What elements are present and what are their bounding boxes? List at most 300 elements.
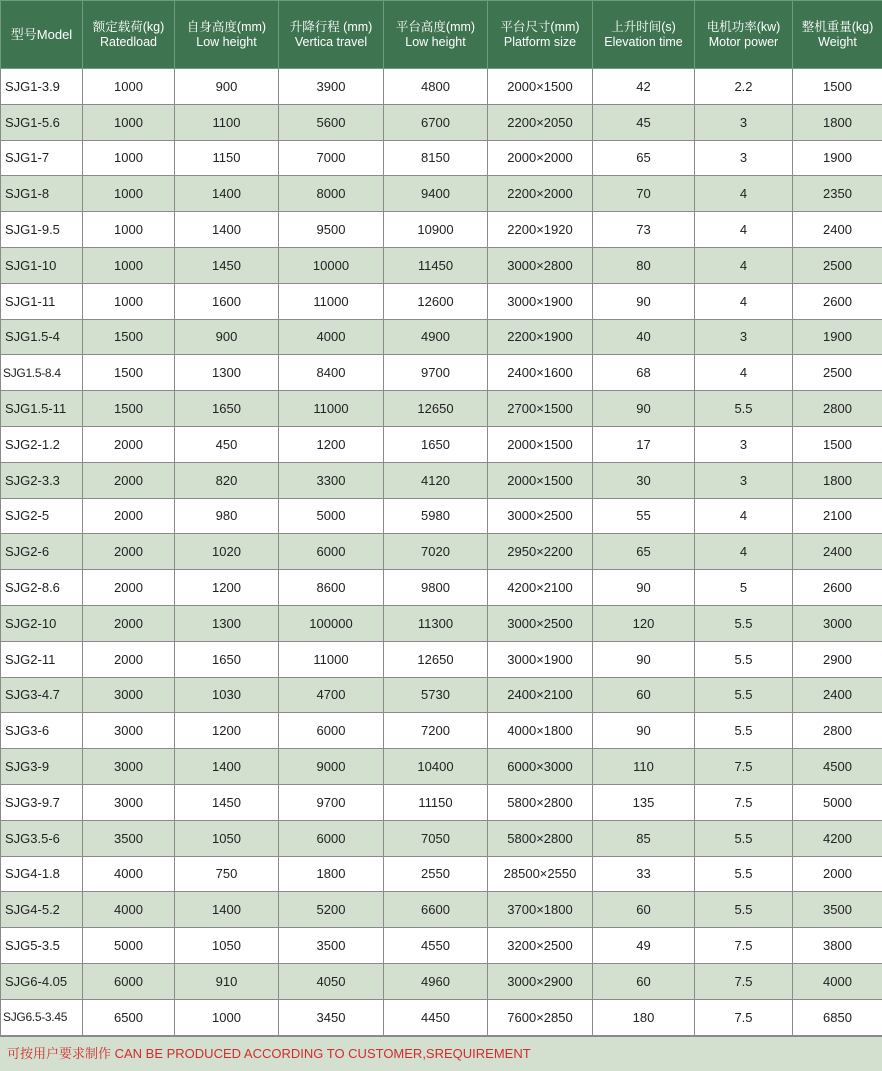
table-cell: 900: [175, 319, 279, 355]
table-cell: 1000: [83, 69, 175, 105]
table-cell: 3: [695, 426, 793, 462]
table-cell: 33: [593, 856, 695, 892]
column-header: [793, 1, 882, 69]
table-cell: 5.5: [695, 820, 793, 856]
table-cell: 8000: [279, 176, 384, 212]
table-cell: 2500: [793, 247, 882, 283]
table-cell: 90: [593, 713, 695, 749]
table-cell: 1050: [175, 820, 279, 856]
column-header: [279, 1, 384, 69]
table-cell: 11300: [384, 605, 488, 641]
model-cell: SJG2-5: [1, 498, 83, 534]
table-cell: 90: [593, 570, 695, 606]
table-cell: 3500: [793, 892, 882, 928]
table-cell: 9700: [384, 355, 488, 391]
table-cell: 11450: [384, 247, 488, 283]
table-cell: 2000: [83, 605, 175, 641]
model-cell: SJG2-1.2: [1, 426, 83, 462]
table-cell: 55: [593, 498, 695, 534]
table-cell: 1450: [175, 247, 279, 283]
table-cell: 2950×2200: [488, 534, 593, 570]
table-cell: 6850: [793, 999, 882, 1035]
table-cell: 2400: [793, 212, 882, 248]
table-cell: 1000: [83, 283, 175, 319]
table-cell: 4500: [793, 749, 882, 785]
table-row: [1, 784, 882, 820]
table-row: [1, 677, 882, 713]
table-row: [1, 176, 882, 212]
table-cell: 1200: [175, 713, 279, 749]
table-cell: 6700: [384, 104, 488, 140]
table-cell: 2800: [793, 713, 882, 749]
model-cell: SJG6-4.05: [1, 963, 83, 999]
table-cell: 4: [695, 247, 793, 283]
model-cell: SJG1.5-8.4: [1, 355, 83, 391]
table-cell: 7200: [384, 713, 488, 749]
table-cell: 3000: [83, 784, 175, 820]
table-cell: 1400: [175, 212, 279, 248]
table-cell: 2200×2000: [488, 176, 593, 212]
table-cell: 2000: [793, 856, 882, 892]
table-cell: 3500: [279, 928, 384, 964]
table-cell: 6000×3000: [488, 749, 593, 785]
model-cell: SJG1-9.5: [1, 212, 83, 248]
table-cell: 1000: [83, 104, 175, 140]
table-cell: 9800: [384, 570, 488, 606]
table-cell: 6600: [384, 892, 488, 928]
table-cell: 110: [593, 749, 695, 785]
table-cell: 11000: [279, 641, 384, 677]
table-cell: 7.5: [695, 999, 793, 1035]
table-cell: 12650: [384, 641, 488, 677]
table-cell: 135: [593, 784, 695, 820]
table-cell: 3900: [279, 69, 384, 105]
table-cell: 4550: [384, 928, 488, 964]
table-cell: 65: [593, 140, 695, 176]
table-cell: 5800×2800: [488, 820, 593, 856]
table-cell: 2100: [793, 498, 882, 534]
table-row: [1, 534, 882, 570]
table-cell: 7.5: [695, 928, 793, 964]
model-cell: SJG4-1.8: [1, 856, 83, 892]
column-header-cn: 电机功率(kw): [697, 20, 790, 35]
column-header-en: Weight: [795, 35, 880, 50]
table-cell: 40: [593, 319, 695, 355]
model-cell: SJG6.5-3.45: [1, 999, 83, 1035]
table-cell: 1650: [175, 391, 279, 427]
table-cell: 3000×2500: [488, 498, 593, 534]
column-header-cn: 自身高度(mm): [177, 20, 276, 35]
column-header-en: Low height: [177, 35, 276, 50]
table-cell: 1000: [83, 247, 175, 283]
table-cell: 3000×1900: [488, 283, 593, 319]
table-cell: 2900: [793, 641, 882, 677]
model-cell: SJG3-6: [1, 713, 83, 749]
table-cell: 10400: [384, 749, 488, 785]
table-cell: 5000: [279, 498, 384, 534]
table-cell: 2000×1500: [488, 69, 593, 105]
table-cell: 2200×1920: [488, 212, 593, 248]
table-cell: 6000: [83, 963, 175, 999]
table-cell: 60: [593, 892, 695, 928]
table-row: [1, 892, 882, 928]
table-cell: 1500: [793, 69, 882, 105]
table-cell: 3000: [83, 713, 175, 749]
table-cell: 9400: [384, 176, 488, 212]
table-row: [1, 355, 882, 391]
table-cell: 9700: [279, 784, 384, 820]
model-cell: SJG1-7: [1, 140, 83, 176]
table-cell: 1020: [175, 534, 279, 570]
model-cell: SJG3-4.7: [1, 677, 83, 713]
table-cell: 2400×2100: [488, 677, 593, 713]
table-cell: 900: [175, 69, 279, 105]
table-cell: 1500: [793, 426, 882, 462]
table-cell: 1650: [384, 426, 488, 462]
table-cell: 2.2: [695, 69, 793, 105]
table-cell: 5800×2800: [488, 784, 593, 820]
table-cell: 1400: [175, 749, 279, 785]
footer-note: 可按用户要求制作 CAN BE PRODUCED ACCORDING TO CUSTOMER,SREQUIREMENT: [0, 1036, 882, 1071]
model-cell: SJG4-5.2: [1, 892, 83, 928]
table-cell: 5.5: [695, 713, 793, 749]
column-header-en: Elevation time: [595, 35, 692, 50]
table-cell: 4450: [384, 999, 488, 1035]
table-header: [1, 1, 882, 69]
table-cell: 11000: [279, 391, 384, 427]
column-header-en: Motor power: [697, 35, 790, 50]
table-row: [1, 462, 882, 498]
table-cell: 2700×1500: [488, 391, 593, 427]
table-cell: 820: [175, 462, 279, 498]
model-cell: SJG2-11: [1, 641, 83, 677]
table-cell: 6000: [279, 820, 384, 856]
table-cell: 1000: [175, 999, 279, 1035]
table-cell: 4: [695, 176, 793, 212]
table-cell: 1300: [175, 355, 279, 391]
table-row: [1, 570, 882, 606]
table-cell: 1200: [175, 570, 279, 606]
table-cell: 1400: [175, 176, 279, 212]
model-cell: SJG1.5-11: [1, 391, 83, 427]
table-cell: 7.5: [695, 784, 793, 820]
table-row: [1, 856, 882, 892]
column-header: [83, 1, 175, 69]
table-cell: 1400: [175, 892, 279, 928]
table-cell: 4800: [384, 69, 488, 105]
table-cell: 11150: [384, 784, 488, 820]
table-cell: 4700: [279, 677, 384, 713]
table-row: [1, 140, 882, 176]
table-cell: 8150: [384, 140, 488, 176]
column-header-en: Platform size: [490, 35, 590, 50]
table-cell: 2600: [793, 283, 882, 319]
table-cell: 100000: [279, 605, 384, 641]
table-cell: 1800: [793, 104, 882, 140]
table-cell: 30: [593, 462, 695, 498]
table-cell: 750: [175, 856, 279, 892]
table-cell: 2000: [83, 462, 175, 498]
table-cell: 4: [695, 355, 793, 391]
table-cell: 3000×2500: [488, 605, 593, 641]
column-header-cn: 升降行程 (mm): [281, 20, 381, 35]
table-cell: 3: [695, 104, 793, 140]
table-cell: 10900: [384, 212, 488, 248]
table-cell: 5.5: [695, 892, 793, 928]
table-cell: 60: [593, 963, 695, 999]
table-cell: 3000: [793, 605, 882, 641]
table-cell: 5000: [793, 784, 882, 820]
table-cell: 2200×1900: [488, 319, 593, 355]
table-cell: 3000: [83, 677, 175, 713]
table-cell: 3450: [279, 999, 384, 1035]
table-cell: 4000: [83, 892, 175, 928]
table-cell: 12600: [384, 283, 488, 319]
table-cell: 2400: [793, 677, 882, 713]
table-row: [1, 426, 882, 462]
table-cell: 5730: [384, 677, 488, 713]
table-cell: 17: [593, 426, 695, 462]
table-row: [1, 713, 882, 749]
column-header-cn: 额定载荷(kg): [85, 20, 172, 35]
table-cell: 910: [175, 963, 279, 999]
table-cell: 120: [593, 605, 695, 641]
column-header: [695, 1, 793, 69]
table-cell: 8400: [279, 355, 384, 391]
table-cell: 6000: [279, 534, 384, 570]
table-cell: 4000×1800: [488, 713, 593, 749]
table-cell: 980: [175, 498, 279, 534]
table-cell: 2800: [793, 391, 882, 427]
table-row: [1, 212, 882, 248]
table-cell: 11000: [279, 283, 384, 319]
table-cell: 3000×2800: [488, 247, 593, 283]
table-cell: 5: [695, 570, 793, 606]
table-row: [1, 820, 882, 856]
table-cell: 1900: [793, 319, 882, 355]
table-cell: 1500: [83, 355, 175, 391]
table-cell: 5.5: [695, 605, 793, 641]
table-cell: 2600: [793, 570, 882, 606]
table-cell: 7050: [384, 820, 488, 856]
column-header: [384, 1, 488, 69]
table-cell: 3700×1800: [488, 892, 593, 928]
table-cell: 7.5: [695, 963, 793, 999]
table-cell: 2350: [793, 176, 882, 212]
table-cell: 3200×2500: [488, 928, 593, 964]
table-cell: 2550: [384, 856, 488, 892]
table-cell: 2200×2050: [488, 104, 593, 140]
table-cell: 1800: [279, 856, 384, 892]
table-cell: 5200: [279, 892, 384, 928]
table-row: [1, 999, 882, 1035]
table-cell: 1600: [175, 283, 279, 319]
table-cell: 5000: [83, 928, 175, 964]
column-header-en: Vertica travel: [281, 35, 381, 50]
column-header: [1, 1, 83, 69]
table-cell: 1000: [83, 212, 175, 248]
table-cell: 3300: [279, 462, 384, 498]
table-cell: 7600×2850: [488, 999, 593, 1035]
model-cell: SJG1-11: [1, 283, 83, 319]
table-row: [1, 605, 882, 641]
model-cell: SJG1-8: [1, 176, 83, 212]
table-cell: 2000: [83, 498, 175, 534]
table-cell: 5600: [279, 104, 384, 140]
column-header: [175, 1, 279, 69]
table-cell: 6500: [83, 999, 175, 1035]
table-row: [1, 391, 882, 427]
table-cell: 2000×2000: [488, 140, 593, 176]
column-header-cn: 型号Model: [3, 27, 80, 42]
table-cell: 42: [593, 69, 695, 105]
table-cell: 9000: [279, 749, 384, 785]
column-header-cn: 整机重量(kg): [795, 20, 880, 35]
table-row: [1, 749, 882, 785]
column-header-cn: 平台尺寸(mm): [490, 20, 590, 35]
table-cell: 90: [593, 391, 695, 427]
table-cell: 1030: [175, 677, 279, 713]
table-cell: 1000: [83, 176, 175, 212]
model-cell: SJG2-8.6: [1, 570, 83, 606]
table-cell: 2400: [793, 534, 882, 570]
table-cell: 90: [593, 283, 695, 319]
table-cell: 6000: [279, 713, 384, 749]
table-cell: 3: [695, 319, 793, 355]
column-header-en: Ratedload: [85, 35, 172, 50]
model-cell: SJG3.5-6: [1, 820, 83, 856]
table-cell: 4: [695, 534, 793, 570]
table-cell: 3800: [793, 928, 882, 964]
table-cell: 7020: [384, 534, 488, 570]
table-cell: 10000: [279, 247, 384, 283]
table-cell: 3500: [83, 820, 175, 856]
model-cell: SJG1-5.6: [1, 104, 83, 140]
model-cell: SJG1-3.9: [1, 69, 83, 105]
table-cell: 1200: [279, 426, 384, 462]
model-cell: SJG2-10: [1, 605, 83, 641]
table-cell: 2400×1600: [488, 355, 593, 391]
table-cell: 1450: [175, 784, 279, 820]
table-cell: 2000×1500: [488, 462, 593, 498]
table-cell: 80: [593, 247, 695, 283]
table-row: [1, 247, 882, 283]
table-row: [1, 104, 882, 140]
column-header-en: Low height: [386, 35, 485, 50]
table-row: [1, 283, 882, 319]
table-row: [1, 319, 882, 355]
table-cell: 1300: [175, 605, 279, 641]
column-header-cn: 上升时间(s): [595, 20, 692, 35]
model-cell: SJG5-3.5: [1, 928, 83, 964]
table-cell: 4050: [279, 963, 384, 999]
table-cell: 7.5: [695, 749, 793, 785]
table-cell: 2000: [83, 426, 175, 462]
table-cell: 3: [695, 462, 793, 498]
table-cell: 1050: [175, 928, 279, 964]
table-cell: 3000×1900: [488, 641, 593, 677]
table-row: [1, 498, 882, 534]
table-cell: 4: [695, 212, 793, 248]
model-cell: SJG2-6: [1, 534, 83, 570]
table-cell: 1500: [83, 391, 175, 427]
table-cell: 7000: [279, 140, 384, 176]
table-cell: 1500: [83, 319, 175, 355]
header-row: [1, 1, 882, 69]
model-cell: SJG2-3.3: [1, 462, 83, 498]
table-cell: 4120: [384, 462, 488, 498]
table-cell: 4: [695, 498, 793, 534]
table-cell: 5.5: [695, 856, 793, 892]
table-cell: 5.5: [695, 677, 793, 713]
table-cell: 28500×2550: [488, 856, 593, 892]
table-cell: 4900: [384, 319, 488, 355]
table-cell: 3000×2900: [488, 963, 593, 999]
table-cell: 85: [593, 820, 695, 856]
table-cell: 68: [593, 355, 695, 391]
table-cell: 49: [593, 928, 695, 964]
table-cell: 3: [695, 140, 793, 176]
table-body: [1, 69, 882, 1036]
table-cell: 1150: [175, 140, 279, 176]
model-cell: SJG1.5-4: [1, 319, 83, 355]
table-cell: 2000: [83, 570, 175, 606]
table-cell: 2000: [83, 641, 175, 677]
model-cell: SJG3-9: [1, 749, 83, 785]
table-cell: 8600: [279, 570, 384, 606]
table-cell: 73: [593, 212, 695, 248]
model-cell: SJG1-10: [1, 247, 83, 283]
table-cell: 4000: [83, 856, 175, 892]
table-cell: 4200: [793, 820, 882, 856]
table-cell: 4000: [793, 963, 882, 999]
table-cell: 450: [175, 426, 279, 462]
column-header-cn: 平台高度(mm): [386, 20, 485, 35]
table-cell: 2000×1500: [488, 426, 593, 462]
table-cell: 1800: [793, 462, 882, 498]
table-cell: 1900: [793, 140, 882, 176]
table-cell: 3000: [83, 749, 175, 785]
table-cell: 9500: [279, 212, 384, 248]
table-cell: 5.5: [695, 391, 793, 427]
table-cell: 2500: [793, 355, 882, 391]
table-cell: 70: [593, 176, 695, 212]
table-cell: 65: [593, 534, 695, 570]
table-cell: 1650: [175, 641, 279, 677]
table-cell: 4200×2100: [488, 570, 593, 606]
table-cell: 4: [695, 283, 793, 319]
column-header: [593, 1, 695, 69]
table-cell: 4000: [279, 319, 384, 355]
table-cell: 180: [593, 999, 695, 1035]
table-cell: 60: [593, 677, 695, 713]
table-row: [1, 928, 882, 964]
model-cell: SJG3-9.7: [1, 784, 83, 820]
table-cell: 90: [593, 641, 695, 677]
table-cell: 1000: [83, 140, 175, 176]
table-cell: 1100: [175, 104, 279, 140]
table-cell: 45: [593, 104, 695, 140]
table-row: [1, 69, 882, 105]
table-cell: 2000: [83, 534, 175, 570]
column-header: [488, 1, 593, 69]
table-cell: 12650: [384, 391, 488, 427]
table-row: [1, 963, 882, 999]
table-row: [1, 641, 882, 677]
table-cell: 4960: [384, 963, 488, 999]
table-cell: 5.5: [695, 641, 793, 677]
table-cell: 5980: [384, 498, 488, 534]
